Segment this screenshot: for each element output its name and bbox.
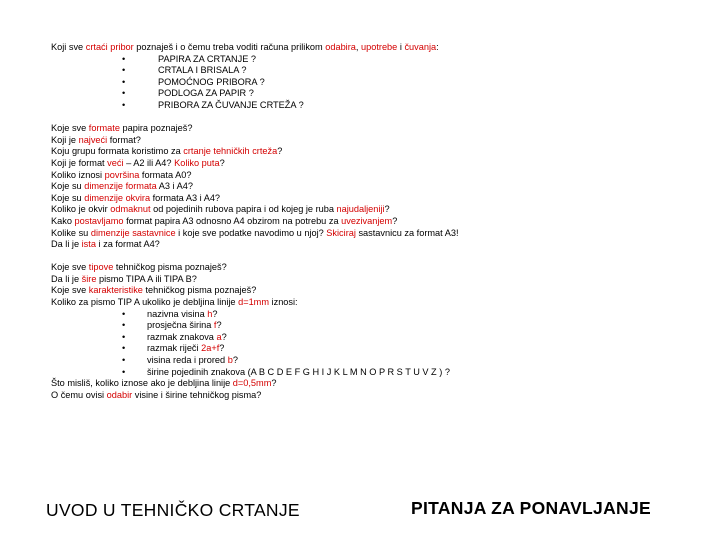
- text-segment: ?: [221, 331, 227, 342]
- text-segment: ?: [277, 146, 283, 157]
- highlighted-term: formate: [88, 123, 120, 134]
- list-item: [51, 343, 691, 355]
- text-segment: Što misliš, koliko iznose ako je debljina linije: [51, 378, 233, 389]
- highlighted-term: ista: [81, 239, 96, 250]
- highlighted-term: dimenzije okvira: [84, 192, 151, 203]
- text-segment: tehničkog pisma poznaješ?: [113, 262, 227, 273]
- highlighted-term: d=1mm: [238, 297, 269, 308]
- text-segment: sastavnicu za format A3!: [355, 227, 459, 238]
- bullet-dot: •: [122, 355, 126, 366]
- list-item: [51, 100, 691, 112]
- bullet-dot: •: [122, 76, 126, 87]
- text-segment: formata A3 i A4?: [150, 192, 221, 203]
- text-segment: razmak riječi: [147, 343, 202, 354]
- question-line: [51, 216, 691, 228]
- footer-subject-title: UVOD U TEHNIČKO CRTANJE: [46, 500, 300, 520]
- text-segment: Kako: [51, 215, 75, 226]
- text-segment: Kolike su: [51, 227, 91, 238]
- text-segment: O čemu ovisi: [51, 389, 107, 400]
- list-item: [51, 332, 691, 344]
- text-segment: iznosi:: [269, 297, 298, 308]
- bullet-dot: •: [122, 53, 126, 64]
- list-item-text: [147, 320, 222, 330]
- question-line: [51, 274, 691, 286]
- text-segment: – A2 ili A4?: [123, 157, 175, 168]
- highlighted-term: površina: [104, 169, 140, 180]
- text-segment: Koje su: [51, 192, 85, 203]
- highlighted-term: dimenzije sastavnice: [90, 227, 176, 238]
- question-document: [51, 42, 691, 401]
- highlighted-term: odabir: [106, 389, 133, 400]
- text-segment: Koji sve: [51, 42, 86, 52]
- text-segment: Koji je: [51, 134, 79, 145]
- question-line: [51, 181, 691, 193]
- text-segment: visine i širine tehničkog pisma?: [132, 389, 262, 400]
- question-line: [51, 193, 691, 205]
- question-line: [51, 285, 691, 297]
- highlighted-term: najudaljeniji: [336, 204, 385, 215]
- text-segment: Koliko za pismo TIP A ukoliko je debljina linije: [51, 297, 239, 308]
- highlighted-term: Koliko puta: [174, 157, 220, 168]
- highlighted-term: odmaknut: [110, 204, 151, 215]
- text-segment: ?: [219, 343, 225, 354]
- text-segment: ?: [216, 320, 222, 331]
- bullet-dot: •: [122, 88, 126, 99]
- highlighted-term: veći: [107, 157, 124, 168]
- bullet-dot: •: [122, 343, 126, 354]
- text-segment: formata A0?: [139, 169, 192, 180]
- highlighted-term: upotrebe: [361, 42, 398, 52]
- list-item-text: PODLOGA ZA PAPIR ?: [158, 88, 254, 99]
- text-segment: Koje sve: [51, 123, 89, 134]
- list-item: [51, 320, 691, 332]
- list-item-text: [147, 309, 218, 319]
- text-segment: nazivna visina: [147, 308, 208, 319]
- text-segment: Da li je: [51, 273, 82, 284]
- question-line: [51, 204, 691, 216]
- text-segment: od pojedinih rubova papira i od kojeg je ruba: [150, 204, 337, 215]
- footer-section-title: PITANJA ZA PONAVLJANJE: [411, 498, 651, 518]
- text-segment: Koje sve: [51, 285, 89, 296]
- question-line: [51, 158, 691, 170]
- highlighted-term: karakteristike: [88, 285, 143, 296]
- list-item-text: [147, 343, 224, 353]
- bullet-dot: •: [122, 320, 126, 331]
- question-line: [51, 262, 691, 274]
- text-segment: format papira A3 odnosno A4 obzirom na potrebu za: [123, 215, 342, 226]
- bullet-dot: •: [122, 99, 126, 110]
- list-item-text: [147, 332, 227, 342]
- text-segment: ?: [219, 157, 225, 168]
- highlighted-term: najveći: [78, 134, 108, 145]
- text-segment: i: [397, 42, 405, 52]
- list-item-text: PAPIRA ZA CRTANJE ?: [158, 53, 257, 64]
- text-segment: ?: [271, 378, 277, 389]
- question-line: [51, 390, 691, 402]
- highlighted-term: b: [227, 355, 233, 366]
- question-line: [51, 228, 691, 240]
- text-segment: Koji je format: [51, 157, 108, 168]
- highlighted-term: crtanje tehničkih crteža: [183, 146, 278, 157]
- text-segment: ?: [212, 308, 218, 319]
- highlighted-term: h: [207, 308, 213, 319]
- text-segment: prosječna širina: [147, 320, 214, 331]
- list-item: [51, 54, 691, 66]
- text-segment: Koliko iznosi: [51, 169, 105, 180]
- question-line: [51, 239, 691, 251]
- question-line: [51, 135, 691, 147]
- text-segment: razmak znakova: [147, 331, 217, 342]
- highlighted-term: čuvanja: [404, 42, 437, 52]
- list-item: [51, 367, 691, 379]
- highlighted-term: odabira: [325, 42, 356, 52]
- list-item-text: CRTALA I BRISALA ?: [158, 65, 247, 76]
- highlighted-term: šire: [81, 273, 97, 284]
- text-segment: i za format A4?: [95, 239, 160, 250]
- highlighted-term: 2a+f: [201, 343, 220, 354]
- text-segment: Da li je: [51, 239, 82, 250]
- text-segment: ?: [392, 215, 398, 226]
- highlighted-term: d=0,5mm: [232, 378, 272, 389]
- text-segment: Koje su: [51, 181, 85, 192]
- highlighted-term: Skiciraj: [326, 227, 356, 238]
- question-line: [51, 146, 691, 158]
- text-segment: tehničkog pisma poznaješ?: [142, 285, 257, 296]
- question-line: [51, 297, 691, 309]
- text-segment: i koje sve podatke navodimo u njoj?: [175, 227, 327, 238]
- bullet-dot: •: [122, 366, 126, 377]
- list-item: [51, 65, 691, 77]
- list-item: [51, 309, 691, 321]
- list-item-text: [147, 355, 238, 365]
- intro-line: [51, 42, 691, 54]
- list-item-text: PRIBORA ZA ČUVANJE CRTEŽA ?: [158, 99, 304, 110]
- text-segment: A3 i A4?: [156, 181, 193, 192]
- text-segment: poznaješ i o čemu treba voditi računa prilikom: [133, 42, 326, 52]
- highlighted-term: tipove: [88, 262, 114, 273]
- text-segment: Koliko je okvir: [51, 204, 111, 215]
- text-segment: papira poznaješ?: [119, 123, 193, 134]
- question-line: [51, 170, 691, 182]
- text-segment: format?: [107, 134, 141, 145]
- list-item-text: POMOĆNOG PRIBORA ?: [158, 76, 265, 87]
- list-item: [51, 77, 691, 89]
- list-item: [51, 88, 691, 100]
- question-line: [51, 123, 691, 135]
- highlighted-term: f: [213, 320, 217, 331]
- highlighted-term: uvezivanjem: [341, 215, 393, 226]
- list-item: [51, 355, 691, 367]
- highlighted-term: a: [216, 331, 222, 342]
- highlighted-term: crtaći pribor: [85, 42, 134, 52]
- text-segment: ,: [355, 42, 361, 52]
- bullet-dot: •: [122, 308, 126, 319]
- text-segment: Koje sve: [51, 262, 89, 273]
- highlighted-term: postavljamo: [74, 215, 124, 226]
- text-segment: :: [436, 42, 439, 52]
- bullet-dot: •: [122, 65, 126, 76]
- highlighted-term: dimenzije formata: [84, 181, 157, 192]
- bullet-dot: •: [122, 331, 126, 342]
- text-segment: pismo TIPA A ili TIPA B?: [96, 273, 197, 284]
- text-segment: ?: [384, 204, 390, 215]
- list-item-text: [147, 367, 450, 377]
- text-segment: visina reda i prored: [147, 355, 228, 366]
- question-line: [51, 378, 691, 390]
- text-segment: Koju grupu formata koristimo za: [51, 146, 184, 157]
- text-segment: širine pojedinih znakova (A B C D E F G H I J K L M N O P R S T U V Z ) ?: [147, 366, 450, 377]
- text-segment: ?: [232, 355, 238, 366]
